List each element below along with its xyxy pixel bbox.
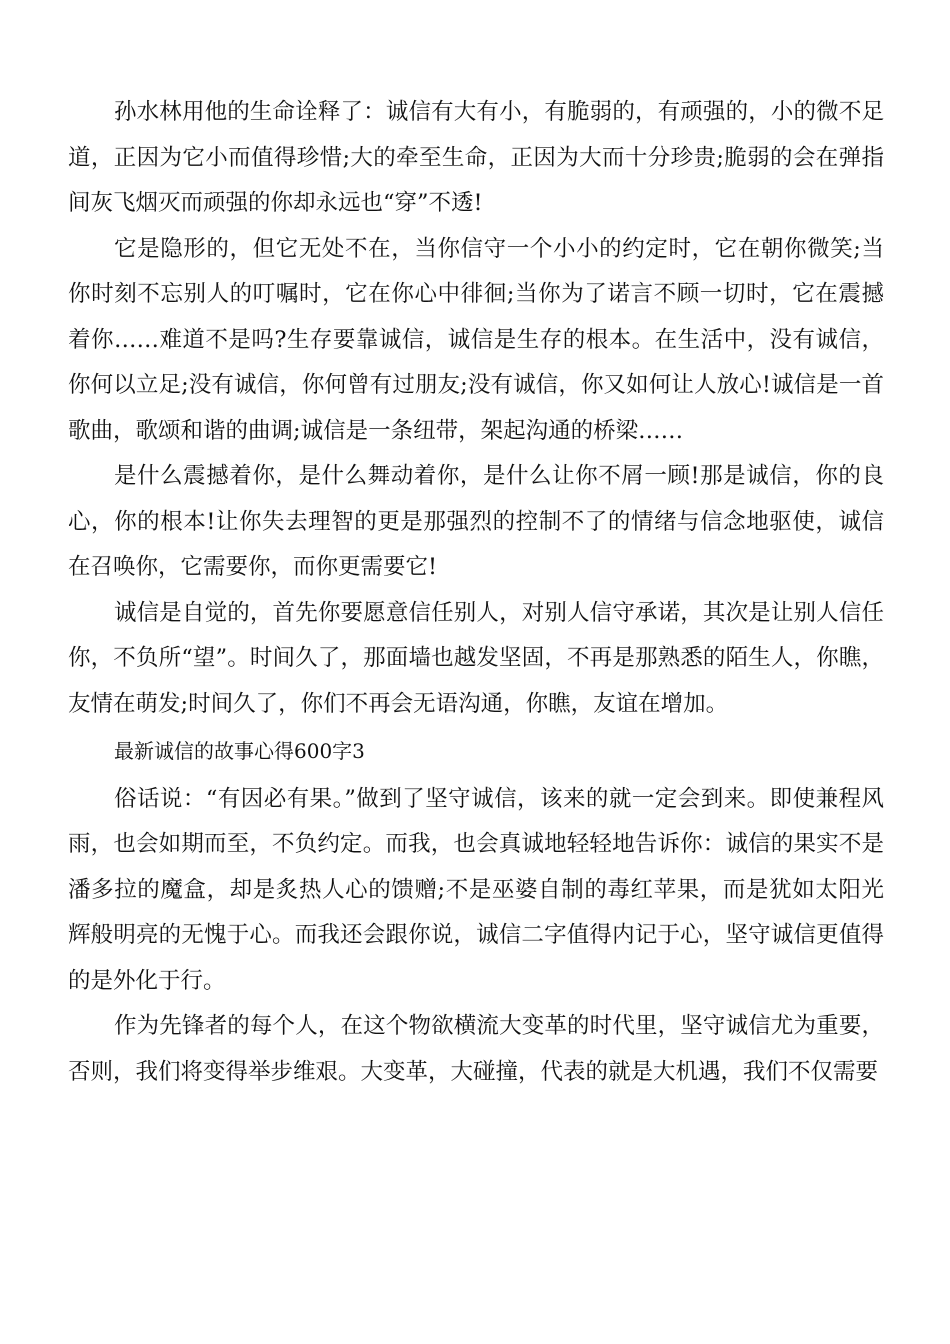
document-body (68, 90, 884, 1095)
paragraph: 诚信是自觉的，首先你要愿意信任别人，对别人信守承诺，其次是让别人信任你，不负所“望”。时间久了，那面墙也越发坚固，不再是那熟悉的陌生人，你瞧，友情在萌发;时间久了，你们不再会无语沟通，你瞧，友谊在增加。 (68, 599, 884, 717)
paragraph: 孙水林用他的生命诠释了：诚信有大有小，有脆弱的，有顽强的，小的微不足道，正因为它小而值得珍惜;大的牵至生命，正因为大而十分珍贵;脆弱的会在弹指间灰飞烟灭而顽强的你却永远也“穿”不透! (68, 99, 884, 216)
section-heading: 最新诚信的故事心得600字3 (114, 739, 365, 763)
paragraph: 它是隐形的，但它无处不在，当你信守一个小小的约定时，它在朝你微笑;当你时刻不忘别人的叮嘱时，它在你心中徘徊;当你为了诺言不顾一切时，它在震撼着你……难道不是吗?生存要靠诚信，诚信是生存的根本。在生活中，没有诚信，你何以立足;没有诚信，你何曾有过朋友;没有诚信，你又如何让人放心!诚信是一首歌曲，歌颂和谐的曲调;诚信是一条纽带，架起沟通的桥梁…… (68, 235, 884, 444)
paragraph: 俗话说：“有因必有果。”做到了坚守诚信，该来的就一定会到来。即使兼程风雨，也会如期而至，不负约定。而我，也会真诚地轻轻地告诉你：诚信的果实不是潘多拉的魔盒，却是炙热人心的馈赠;不是巫婆自制的毒红苹果，而是犹如太阳光辉般明亮的无愧于心。而我还会跟你说，诚信二字值得内记于心，坚守诚信更值得的是外化于行。 (68, 785, 884, 994)
paragraph: 作为先锋者的每个人，在这个物欲横流大变革的时代里，坚守诚信尤为重要，否则，我们将变得举步维艰。大变革，大碰撞，代表的就是大机遇，我们不仅需要 (68, 1013, 884, 1085)
paragraph: 是什么震撼着你，是什么舞动着你，是什么让你不屑一顾!那是诚信，你的良心，你的根本!让你失去理智的更是那强烈的控制不了的情绪与信念地驱使，诚信在召唤你，它需要你，而你更需要它! (68, 463, 884, 580)
